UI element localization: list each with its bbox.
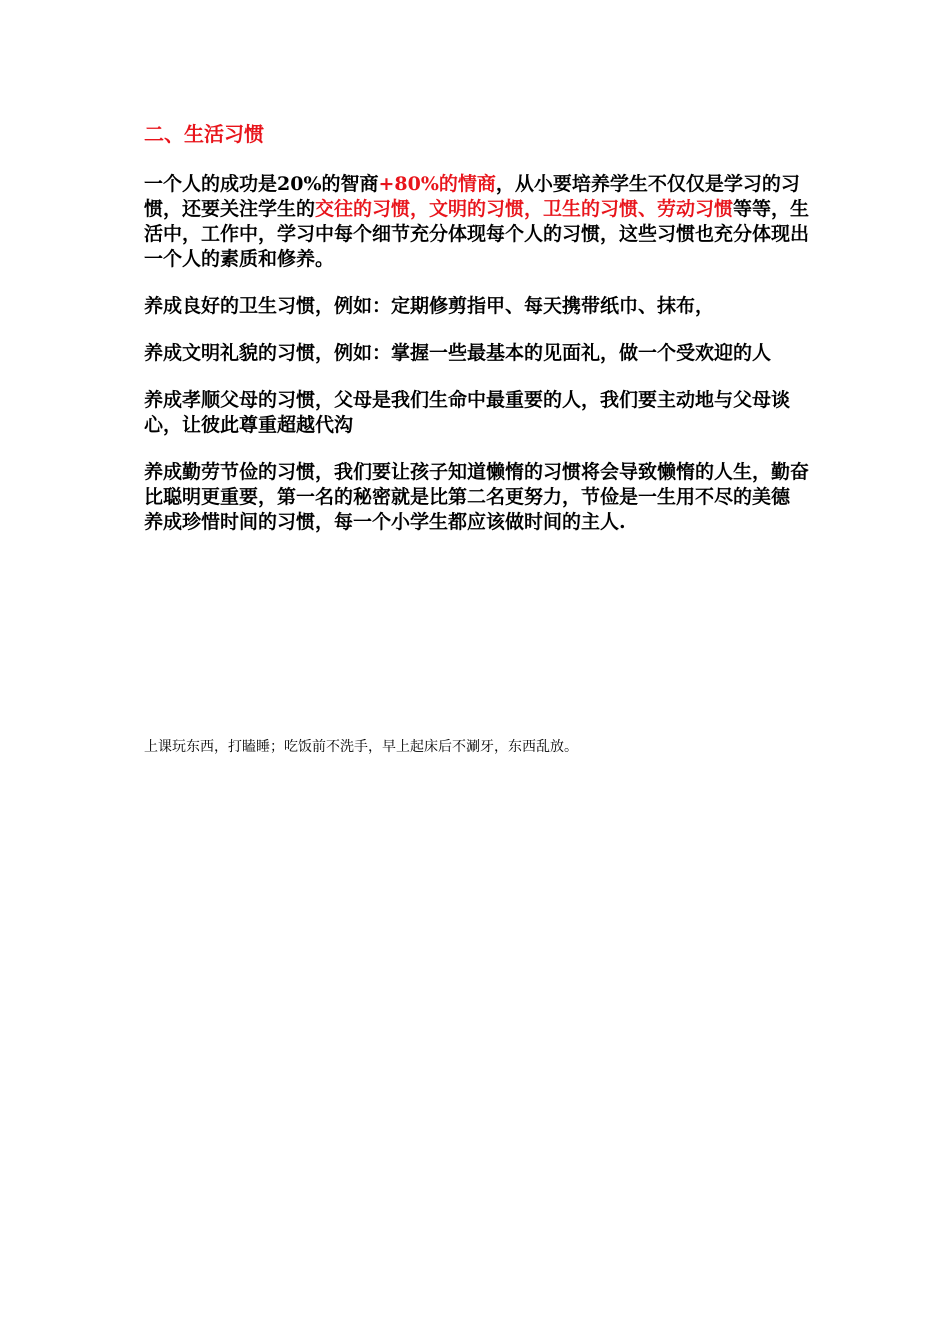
- intro-text-1: 一个人的成功是20%的智商: [144, 173, 379, 195]
- intro-highlight-eq: +80%的情商: [378, 173, 496, 195]
- document-body: [144, 120, 812, 557]
- intro-highlight-habits: 交往的习惯，文明的习惯，卫生的习惯、劳动习惯: [315, 198, 734, 220]
- paragraph-hygiene: 养成良好的卫生习惯，例如：定期修剪指甲、每天携带纸巾、抹布，: [144, 295, 715, 317]
- section-heading: 二、生活习惯: [144, 122, 264, 146]
- paragraph-diligence: 养成勤劳节俭的习惯，我们要让孩子知道懒惰的习惯将会导致懒惰的人生，勤奋比聪明更重要，第一名的秘密就是比第二名更努力，节俭是一生用不尽的美德: [144, 461, 810, 508]
- bad-habits-note: 上课玩东西，打瞌睡；吃饭前不洗手，早上起床后不涮牙，东西乱放。: [144, 739, 578, 755]
- paragraph-manners: 养成文明礼貌的习惯，例如：掌握一些最基本的见面礼，做一个受欢迎的人: [144, 342, 772, 364]
- paragraph-time: 养成珍惜时间的习惯，每一个小学生都应该做时间的主人.: [144, 511, 626, 533]
- paragraph-filial: 养成孝顺父母的习惯，父母是我们生命中最重要的人，我们要主动地与父母谈心，让彼此尊重超越代沟: [144, 389, 791, 436]
- intro-text-3: 等等，生活中，工作中，学习中每个细节充分体现每个人的习惯，这些习惯也充分体现出一个人的素质和修养。: [144, 198, 810, 270]
- intro-paragraph: [144, 172, 812, 272]
- intro-text-2: ，从小要培养学生不仅仅是学习的习惯，还要关注学生的: [144, 173, 800, 220]
